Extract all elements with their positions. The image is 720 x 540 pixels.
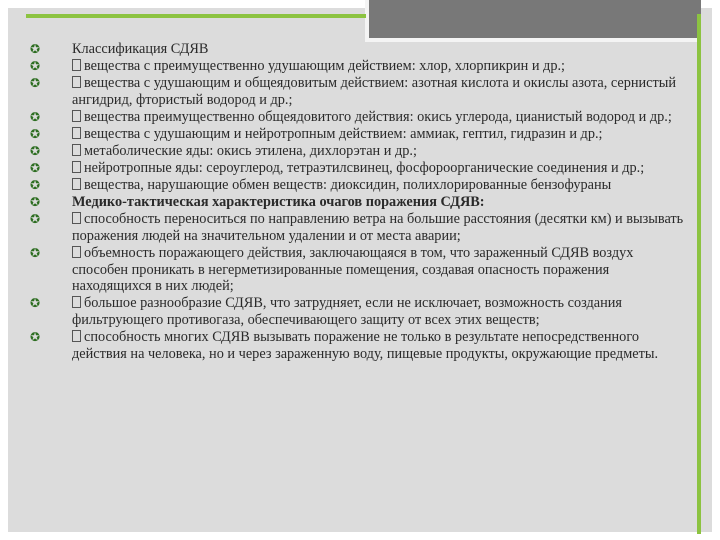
- bullet-icon: ✪: [30, 330, 41, 345]
- list-item-text: Медико-тактическая характеристика очагов поражения СДЯВ:: [72, 194, 485, 211]
- bullet-icon: ✪: [30, 42, 41, 56]
- list-item: [30, 194, 690, 211]
- list-item: [30, 245, 690, 295]
- bullet-icon: ✪: [30, 212, 41, 227]
- checkbox-glyph-icon: [72, 127, 81, 139]
- list-item-text: вещества с удушающим и нейротропным действием: аммиак, гептил, гидразин и др.;: [84, 125, 603, 142]
- list-item: [30, 329, 690, 362]
- bullet-icon: ✪: [30, 161, 41, 176]
- list-item: [30, 75, 690, 108]
- list-item: [30, 160, 690, 177]
- list-item: [30, 41, 690, 58]
- list-item-text: объемность поражающего действия, заключающаяся в том, что зараженный СДЯВ воздух способен проникать в негерметизированные помещения, создавая опасность поражения находящихся в них людей;: [72, 245, 634, 295]
- checkbox-glyph-icon: [72, 110, 81, 122]
- list-item-text: нейротропные яды: сероуглерод, тетраэтилсвинец, фосфороорганические соединения и др.;: [84, 160, 645, 177]
- list-item-text: Классификация СДЯВ: [72, 41, 209, 57]
- bullet-icon: ✪: [30, 178, 41, 193]
- decorative-green-rule-top: [26, 14, 366, 18]
- list-item: [30, 295, 690, 328]
- bullet-icon: ✪: [30, 296, 41, 311]
- list-item-text: вещества преимущественно общеядовитого действия: окись углерода, цианистый водород и др.;: [84, 108, 672, 125]
- checkbox-glyph-icon: [72, 296, 81, 308]
- list-item-text: вещества, нарушающие обмен веществ: диоксидин, полихлорированные бензофураны: [84, 177, 612, 194]
- list-item-text: метаболические яды: окись этилена, дихлорэтан и др.;: [84, 143, 417, 160]
- list-item-text: вещества с преимущественно удушающим действием: хлор, хлорпикрин и др.;: [84, 58, 566, 75]
- decorative-header-block: [365, 0, 701, 42]
- list-item: [30, 177, 690, 194]
- bullet-icon: ✪: [30, 246, 41, 261]
- bullet-icon: ✪: [30, 144, 41, 159]
- checkbox-glyph-icon: [72, 212, 81, 224]
- checkbox-glyph-icon: [72, 178, 81, 190]
- list-item: [30, 109, 690, 126]
- checkbox-glyph-icon: [72, 59, 81, 71]
- list-item: [30, 211, 690, 244]
- decorative-green-rule-right: [697, 14, 701, 534]
- checkbox-glyph-icon: [72, 330, 81, 342]
- bullet-icon: ✪: [30, 76, 41, 91]
- bullet-icon: ✪: [30, 126, 41, 141]
- list-item-text: вещества с удушающим и общеядовитым действием: азотная кислота и окислы азота, сернистый ангидрид, фтористый водород и др.;: [72, 75, 677, 108]
- bullet-icon: ✪: [30, 109, 41, 124]
- checkbox-glyph-icon: [72, 76, 81, 88]
- list-item: [30, 58, 690, 75]
- checkbox-glyph-icon: [72, 161, 81, 173]
- list-item: [30, 126, 690, 143]
- bullet-icon: ✪: [30, 195, 41, 210]
- bullet-list: [30, 41, 690, 363]
- list-item-text: большое разнообразие СДЯВ, что затрудняет, если не исключает, возможность создания фильтрующего противогаза, обеспечивающего защиту от всех этих веществ;: [72, 295, 622, 328]
- checkbox-glyph-icon: [72, 246, 81, 258]
- list-item: [30, 143, 690, 160]
- list-item-text: способность многих СДЯВ вызывать поражение не только в результате непосредственного действия на человека, но и через зараженную воду, пищевые продукты, окружающие предметы.: [72, 329, 659, 362]
- bullet-icon: ✪: [30, 59, 41, 74]
- list-item-text: способность переноситься по направлению ветра на большие расстояния (десятки км) и вызывать поражения людей на значительном удалении и от места аварии;: [72, 211, 684, 245]
- checkbox-glyph-icon: [72, 144, 81, 156]
